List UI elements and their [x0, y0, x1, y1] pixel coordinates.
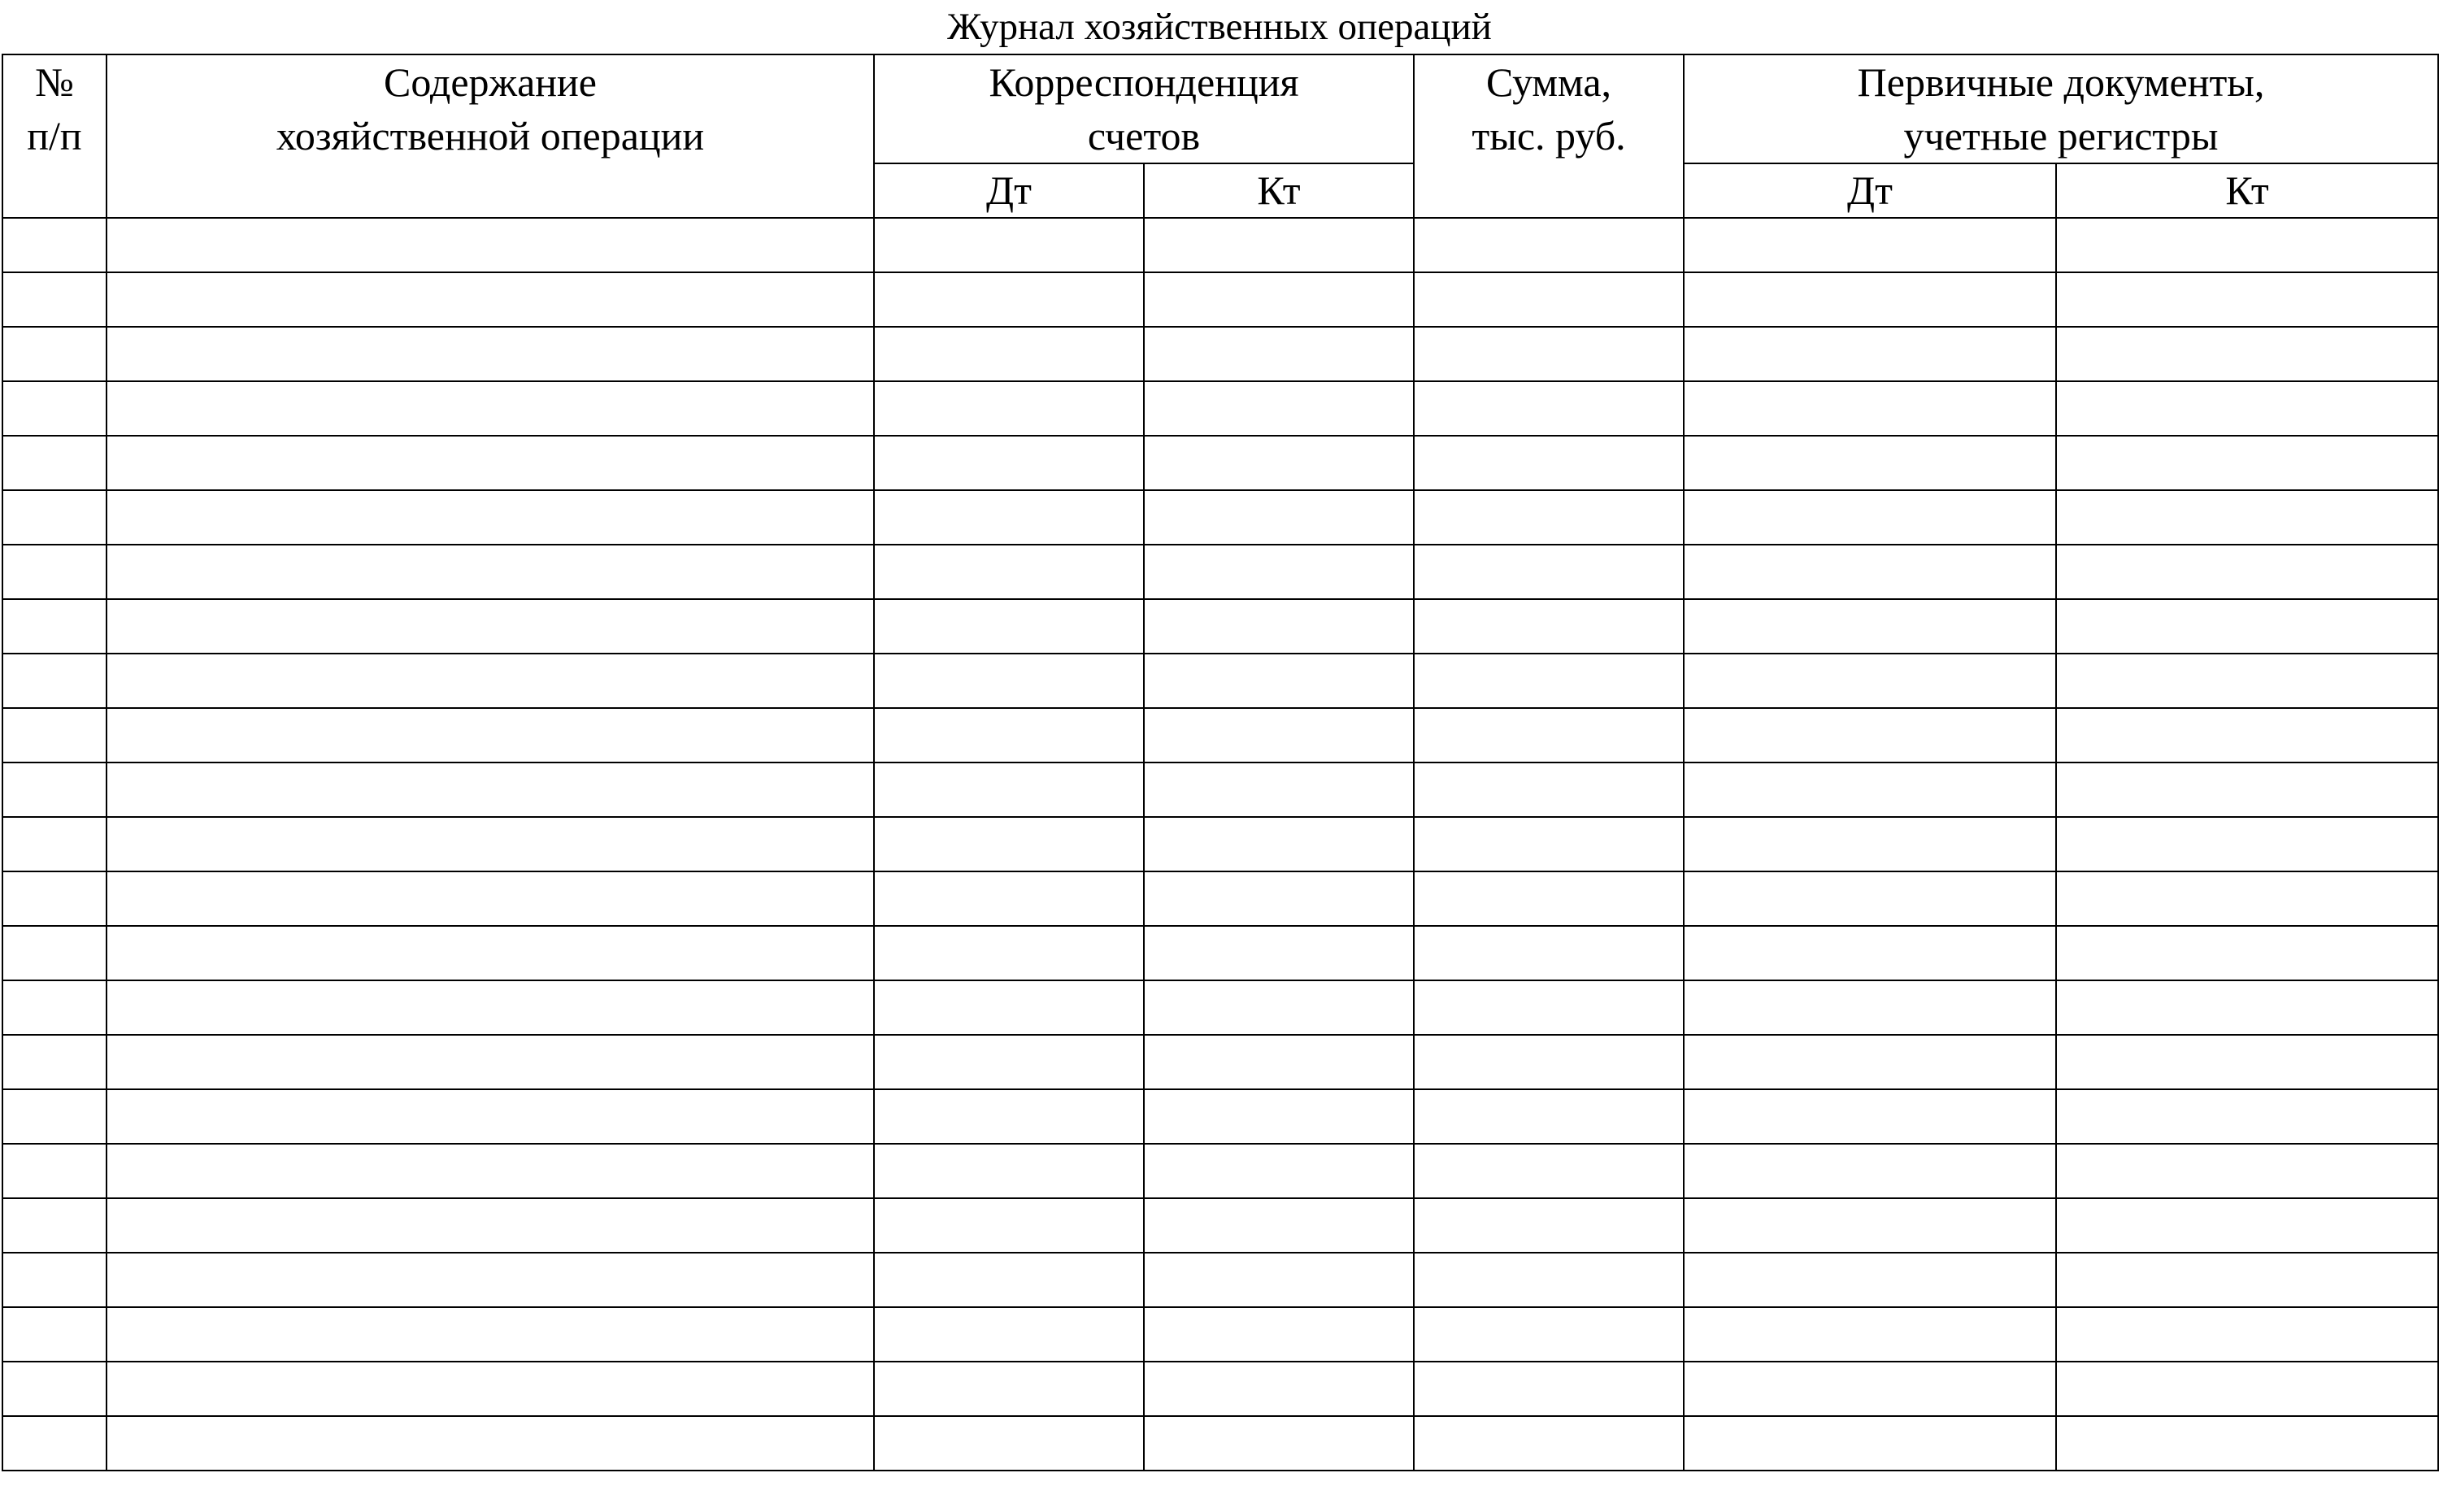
cell-number[interactable]	[2, 1035, 107, 1089]
cell-doc-credit[interactable]	[2056, 490, 2438, 545]
table-row	[2, 1089, 2438, 1144]
document-title: Журнал хозяйственных операций	[947, 6, 1492, 48]
cell-content[interactable]	[107, 980, 874, 1035]
cell-doc-debit[interactable]	[1684, 272, 2056, 327]
cell-number[interactable]	[2, 817, 107, 871]
table-row	[2, 218, 2438, 272]
table-row	[2, 708, 2438, 763]
cell-content[interactable]	[107, 763, 874, 817]
cell-number[interactable]	[2, 272, 107, 327]
table-row	[2, 1362, 2438, 1416]
cell-doc-debit[interactable]	[1684, 1416, 2056, 1471]
table-row	[2, 926, 2438, 980]
cell-doc-debit[interactable]	[1684, 1035, 2056, 1089]
cell-corr-credit[interactable]	[1144, 545, 1414, 599]
table-row	[2, 763, 2438, 817]
header-number-line-2: п/п	[27, 113, 82, 159]
header-correspondence	[874, 54, 1414, 163]
cell-doc-debit[interactable]	[1684, 218, 2056, 272]
cell-amount[interactable]	[1414, 708, 1684, 763]
cell-content[interactable]	[107, 871, 874, 926]
cell-corr-credit[interactable]	[1144, 1035, 1414, 1089]
header-correspondence-credit: Кт	[1144, 163, 1414, 218]
table-row	[2, 1035, 2438, 1089]
cell-amount[interactable]	[1414, 1198, 1684, 1253]
cell-content[interactable]	[107, 1253, 874, 1307]
cell-doc-credit[interactable]	[2056, 327, 2438, 381]
table-header	[2, 54, 2438, 218]
header-documents-debit: Дт	[1684, 163, 2056, 218]
cell-number[interactable]	[2, 1089, 107, 1144]
cell-content[interactable]	[107, 218, 874, 272]
cell-corr-debit[interactable]	[874, 763, 1144, 817]
cell-corr-credit[interactable]	[1144, 1198, 1414, 1253]
cell-corr-credit[interactable]	[1144, 490, 1414, 545]
cell-corr-credit[interactable]	[1144, 871, 1414, 926]
cell-corr-credit[interactable]	[1144, 654, 1414, 708]
cell-doc-credit[interactable]	[2056, 545, 2438, 599]
cell-corr-debit[interactable]	[874, 980, 1144, 1035]
cell-doc-debit[interactable]	[1684, 1307, 2056, 1362]
header-amount-line-1: Сумма,	[1485, 59, 1612, 105]
cell-corr-credit[interactable]	[1144, 708, 1414, 763]
cell-doc-credit[interactable]	[2056, 1198, 2438, 1253]
cell-amount[interactable]	[1414, 381, 1684, 436]
cell-content[interactable]	[107, 436, 874, 490]
cell-doc-credit[interactable]	[2056, 1089, 2438, 1144]
cell-content[interactable]	[107, 817, 874, 871]
cell-number[interactable]	[2, 1416, 107, 1471]
header-content	[107, 54, 874, 218]
cell-doc-debit[interactable]	[1684, 817, 2056, 871]
cell-content[interactable]	[107, 599, 874, 654]
cell-amount[interactable]	[1414, 1362, 1684, 1416]
cell-content[interactable]	[107, 654, 874, 708]
cell-corr-credit[interactable]	[1144, 926, 1414, 980]
table-row	[2, 1198, 2438, 1253]
cell-corr-debit[interactable]	[874, 1144, 1144, 1198]
cell-doc-credit[interactable]	[2056, 1362, 2438, 1416]
cell-corr-debit[interactable]	[874, 1362, 1144, 1416]
table-row	[2, 1144, 2438, 1198]
header-correspondence-line-2: счетов	[1087, 113, 1201, 159]
table-row	[2, 1307, 2438, 1362]
cell-doc-credit[interactable]	[2056, 763, 2438, 817]
cell-amount[interactable]	[1414, 490, 1684, 545]
cell-doc-debit[interactable]	[1684, 1253, 2056, 1307]
cell-number[interactable]	[2, 654, 107, 708]
cell-content[interactable]	[107, 1307, 874, 1362]
cell-amount[interactable]	[1414, 272, 1684, 327]
cell-corr-debit[interactable]	[874, 871, 1144, 926]
table-row	[2, 1253, 2438, 1307]
cell-content[interactable]	[107, 1035, 874, 1089]
table-row	[2, 436, 2438, 490]
cell-corr-credit[interactable]	[1144, 980, 1414, 1035]
table-body	[2, 218, 2438, 1471]
cell-number[interactable]	[2, 1307, 107, 1362]
cell-corr-credit[interactable]	[1144, 817, 1414, 871]
cell-amount[interactable]	[1414, 1307, 1684, 1362]
cell-doc-credit[interactable]	[2056, 381, 2438, 436]
header-content-line-1: Содержание	[384, 59, 597, 105]
cell-doc-credit[interactable]	[2056, 1035, 2438, 1089]
cell-number[interactable]	[2, 1144, 107, 1198]
table-row	[2, 1416, 2438, 1471]
cell-content[interactable]	[107, 490, 874, 545]
cell-corr-debit[interactable]	[874, 817, 1144, 871]
operations-journal-table	[2, 54, 2439, 1471]
cell-amount[interactable]	[1414, 218, 1684, 272]
cell-corr-debit[interactable]	[874, 490, 1144, 545]
cell-corr-credit[interactable]	[1144, 1089, 1414, 1144]
cell-doc-debit[interactable]	[1684, 545, 2056, 599]
header-documents-credit: Кт	[2056, 163, 2438, 218]
cell-corr-credit[interactable]	[1144, 1307, 1414, 1362]
cell-doc-debit[interactable]	[1684, 1198, 2056, 1253]
cell-corr-debit[interactable]	[874, 272, 1144, 327]
header-amount	[1414, 54, 1684, 218]
header-amount-line-2: тыс. руб.	[1472, 113, 1626, 159]
cell-doc-credit[interactable]	[2056, 708, 2438, 763]
cell-doc-debit[interactable]	[1684, 381, 2056, 436]
cell-number[interactable]	[2, 871, 107, 926]
cell-corr-credit[interactable]	[1144, 1416, 1414, 1471]
cell-number[interactable]	[2, 980, 107, 1035]
table-row	[2, 490, 2438, 545]
cell-corr-credit[interactable]	[1144, 1144, 1414, 1198]
cell-doc-debit[interactable]	[1684, 926, 2056, 980]
cell-doc-credit[interactable]	[2056, 272, 2438, 327]
cell-doc-debit[interactable]	[1684, 763, 2056, 817]
cell-doc-credit[interactable]	[2056, 1144, 2438, 1198]
cell-number[interactable]	[2, 436, 107, 490]
table-row	[2, 272, 2438, 327]
cell-content[interactable]	[107, 327, 874, 381]
table-row	[2, 545, 2438, 599]
cell-corr-credit[interactable]	[1144, 436, 1414, 490]
cell-content[interactable]	[107, 1198, 874, 1253]
table-row	[2, 871, 2438, 926]
cell-doc-debit[interactable]	[1684, 980, 2056, 1035]
cell-corr-credit[interactable]	[1144, 218, 1414, 272]
cell-number[interactable]	[2, 218, 107, 272]
table-row	[2, 654, 2438, 708]
cell-doc-debit[interactable]	[1684, 327, 2056, 381]
cell-number[interactable]	[2, 490, 107, 545]
cell-doc-credit[interactable]	[2056, 599, 2438, 654]
cell-number[interactable]	[2, 381, 107, 436]
cell-number[interactable]	[2, 1253, 107, 1307]
cell-corr-debit[interactable]	[874, 381, 1144, 436]
cell-amount[interactable]	[1414, 817, 1684, 871]
cell-corr-debit[interactable]	[874, 1198, 1144, 1253]
cell-amount[interactable]	[1414, 1089, 1684, 1144]
table-row	[2, 980, 2438, 1035]
cell-amount[interactable]	[1414, 1416, 1684, 1471]
cell-doc-debit[interactable]	[1684, 871, 2056, 926]
cell-amount[interactable]	[1414, 1253, 1684, 1307]
table-row	[2, 381, 2438, 436]
cell-doc-credit[interactable]	[2056, 1416, 2438, 1471]
cell-corr-credit[interactable]	[1144, 272, 1414, 327]
cell-doc-debit[interactable]	[1684, 1362, 2056, 1416]
cell-number[interactable]	[2, 1362, 107, 1416]
cell-doc-debit[interactable]	[1684, 490, 2056, 545]
cell-number[interactable]	[2, 763, 107, 817]
cell-doc-debit[interactable]	[1684, 436, 2056, 490]
cell-amount[interactable]	[1414, 545, 1684, 599]
cell-number[interactable]	[2, 708, 107, 763]
cell-corr-debit[interactable]	[874, 599, 1144, 654]
cell-corr-credit[interactable]	[1144, 599, 1414, 654]
cell-content[interactable]	[107, 1089, 874, 1144]
cell-content[interactable]	[107, 381, 874, 436]
cell-amount[interactable]	[1414, 599, 1684, 654]
cell-corr-credit[interactable]	[1144, 381, 1414, 436]
cell-amount[interactable]	[1414, 763, 1684, 817]
cell-content[interactable]	[107, 1362, 874, 1416]
cell-doc-credit[interactable]	[2056, 980, 2438, 1035]
cell-corr-debit[interactable]	[874, 436, 1144, 490]
cell-corr-debit[interactable]	[874, 327, 1144, 381]
header-documents	[1684, 54, 2438, 163]
cell-doc-debit[interactable]	[1684, 1144, 2056, 1198]
cell-corr-debit[interactable]	[874, 654, 1144, 708]
cell-amount[interactable]	[1414, 436, 1684, 490]
cell-doc-credit[interactable]	[2056, 1307, 2438, 1362]
cell-corr-debit[interactable]	[874, 1416, 1144, 1471]
cell-corr-debit[interactable]	[874, 1035, 1144, 1089]
cell-doc-debit[interactable]	[1684, 654, 2056, 708]
cell-corr-credit[interactable]	[1144, 763, 1414, 817]
cell-amount[interactable]	[1414, 1144, 1684, 1198]
cell-corr-debit[interactable]	[874, 708, 1144, 763]
header-documents-line-1: Первичные документы,	[1857, 59, 2265, 105]
cell-doc-debit[interactable]	[1684, 708, 2056, 763]
cell-amount[interactable]	[1414, 654, 1684, 708]
cell-corr-debit[interactable]	[874, 926, 1144, 980]
header-content-line-2: хозяйственной операции	[276, 113, 705, 159]
cell-content[interactable]	[107, 545, 874, 599]
cell-corr-debit[interactable]	[874, 545, 1144, 599]
cell-corr-debit[interactable]	[874, 1307, 1144, 1362]
cell-doc-credit[interactable]	[2056, 926, 2438, 980]
header-correspondence-line-1: Корреспонденция	[989, 59, 1299, 105]
cell-corr-credit[interactable]	[1144, 327, 1414, 381]
header-number-line-1: №	[35, 59, 74, 105]
cell-amount[interactable]	[1414, 871, 1684, 926]
cell-number[interactable]	[2, 545, 107, 599]
cell-doc-credit[interactable]	[2056, 218, 2438, 272]
cell-number[interactable]	[2, 599, 107, 654]
cell-corr-debit[interactable]	[874, 1253, 1144, 1307]
header-number	[2, 54, 107, 218]
cell-doc-credit[interactable]	[2056, 871, 2438, 926]
table-row	[2, 599, 2438, 654]
table-row	[2, 327, 2438, 381]
cell-amount[interactable]	[1414, 926, 1684, 980]
cell-corr-credit[interactable]	[1144, 1362, 1414, 1416]
cell-amount[interactable]	[1414, 327, 1684, 381]
cell-number[interactable]	[2, 327, 107, 381]
cell-doc-credit[interactable]	[2056, 817, 2438, 871]
header-documents-line-2: учетные регистры	[1903, 113, 2219, 159]
cell-number[interactable]	[2, 926, 107, 980]
cell-content[interactable]	[107, 1416, 874, 1471]
table-row	[2, 817, 2438, 871]
cell-corr-debit[interactable]	[874, 218, 1144, 272]
cell-amount[interactable]	[1414, 980, 1684, 1035]
cell-doc-credit[interactable]	[2056, 1253, 2438, 1307]
cell-content[interactable]	[107, 708, 874, 763]
cell-corr-debit[interactable]	[874, 1089, 1144, 1144]
cell-doc-debit[interactable]	[1684, 599, 2056, 654]
cell-amount[interactable]	[1414, 1035, 1684, 1089]
cell-number[interactable]	[2, 1198, 107, 1253]
cell-content[interactable]	[107, 926, 874, 980]
cell-corr-credit[interactable]	[1144, 1253, 1414, 1307]
header-correspondence-debit: Дт	[874, 163, 1144, 218]
cell-doc-credit[interactable]	[2056, 654, 2438, 708]
cell-doc-debit[interactable]	[1684, 1089, 2056, 1144]
cell-doc-credit[interactable]	[2056, 436, 2438, 490]
cell-content[interactable]	[107, 1144, 874, 1198]
cell-content[interactable]	[107, 272, 874, 327]
